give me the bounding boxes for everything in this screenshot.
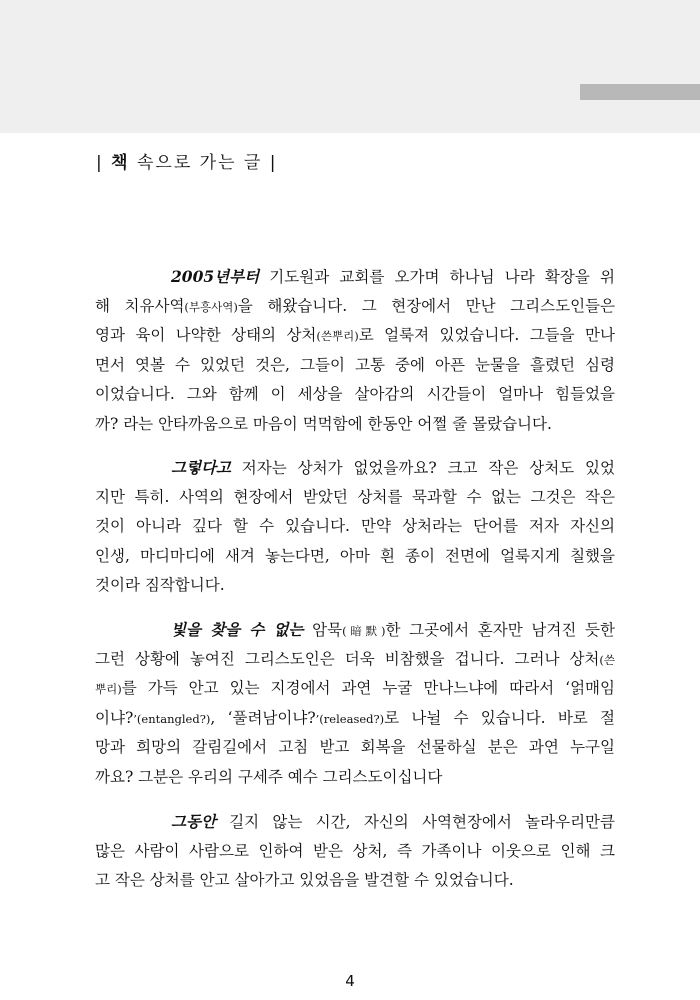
paragraph-keyword: 그동안 bbox=[171, 812, 216, 831]
paragraph-line: 인생, 마디마디에 새겨 놓는다면, 아마 흰 종이 전면에 얼룩지게 칠했을 bbox=[95, 546, 615, 565]
paragraph-line: 까요? 그분은 우리의 구세주 예수 그리스도이십니다 bbox=[95, 767, 443, 786]
paragraph-line: 그동안 길지 않는 시간, 자신의 사역현장에서 놀라우리만큼 bbox=[171, 812, 615, 831]
paragraph-keyword: 빛을 찾을 수 없는 bbox=[171, 620, 304, 639]
paragraph-line: 이었습니다. 그와 함께 이 세상을 살아감의 시간들이 얼마나 힘들었을 bbox=[95, 385, 615, 403]
paragraph-line: 빛을 찾을 수 없는 암묵(暗默)한 그곳에서 혼자만 남겨진 듯한 bbox=[171, 620, 615, 639]
paragraph-line: 것이라 짐작합니다. bbox=[95, 576, 225, 594]
paragraph-line: 고 작은 상처를 안고 살아가고 있었음을 발견할 수 있었습니다. bbox=[95, 871, 514, 889]
title-prefix: | bbox=[96, 153, 112, 173]
header-accent-bar bbox=[580, 84, 700, 100]
header-band bbox=[0, 0, 700, 133]
paragraph-line: 해 치유사역(부흥사역)을 해왔습니다. 그 현장에서 만난 그리스도인들은 bbox=[95, 296, 615, 315]
paragraph-line: 면서 엿볼 수 있었던 것은, 그들이 고통 중에 아픈 눈물을 흘렸던 심령 bbox=[95, 355, 615, 374]
paragraph-2 bbox=[95, 453, 615, 601]
paragraph-keyword: 그렇다고 bbox=[171, 458, 231, 477]
section-title bbox=[96, 148, 277, 173]
paragraph-line: 2005년부터 기도원과 교회를 오가며 하나님 나라 확장을 위 bbox=[171, 267, 615, 286]
page-number: 4 bbox=[345, 972, 355, 990]
paragraph-1 bbox=[95, 262, 615, 439]
paragraph-line: 많은 사람이 사람으로 인하여 받은 상처, 즉 가족이나 이웃으로 인해 크 bbox=[95, 841, 615, 860]
paragraph-line: 까? 라는 안타까움으로 마음이 먹먹함에 한동안 어쩔 줄 몰랐습니다. bbox=[95, 414, 552, 433]
paragraph-3 bbox=[95, 615, 615, 792]
paragraph-line: 그렇다고 저자는 상처가 없었을까요? 크고 작은 상처도 있었 bbox=[171, 458, 615, 477]
paragraph-line: 망과 희망의 갈림길에서 고침 받고 회복을 선물하실 분은 과연 누구일 bbox=[95, 738, 615, 756]
paragraph-line: 지만 특히. 사역의 현장에서 받았던 상처를 묵과할 수 없는 그것은 작은 bbox=[95, 487, 615, 506]
paragraph-line: 그런 상황에 놓여진 그리스도인은 더욱 비참했을 겁니다. 그러나 상처(쓴 bbox=[95, 649, 615, 668]
paragraph-4 bbox=[95, 807, 615, 896]
paragraph-line: 이냐?’(entangled?), ‘풀려남이냐?’(released?)로 나뉠 수 있습니다. 바로 절 bbox=[95, 708, 615, 727]
title-first-word: 책 bbox=[111, 153, 130, 173]
paragraph-line: 영과 육이 나약한 상태의 상처(쓴뿌리)로 얼룩져 있었습니다. 그들을 만나 bbox=[95, 326, 615, 344]
paragraph-line: 뿌리)를 가득 안고 있는 지경에서 과연 누굴 만나느냐에 따라서 ‘얽매임 bbox=[95, 679, 615, 697]
paragraph-line: 것이 아니라 깊다 할 수 있습니다. 만약 상처라는 단어를 저자 자신의 bbox=[95, 517, 615, 535]
title-rest: 속으로 가는 글 | bbox=[129, 153, 278, 173]
paragraph-keyword: 2005년부터 bbox=[171, 267, 260, 286]
